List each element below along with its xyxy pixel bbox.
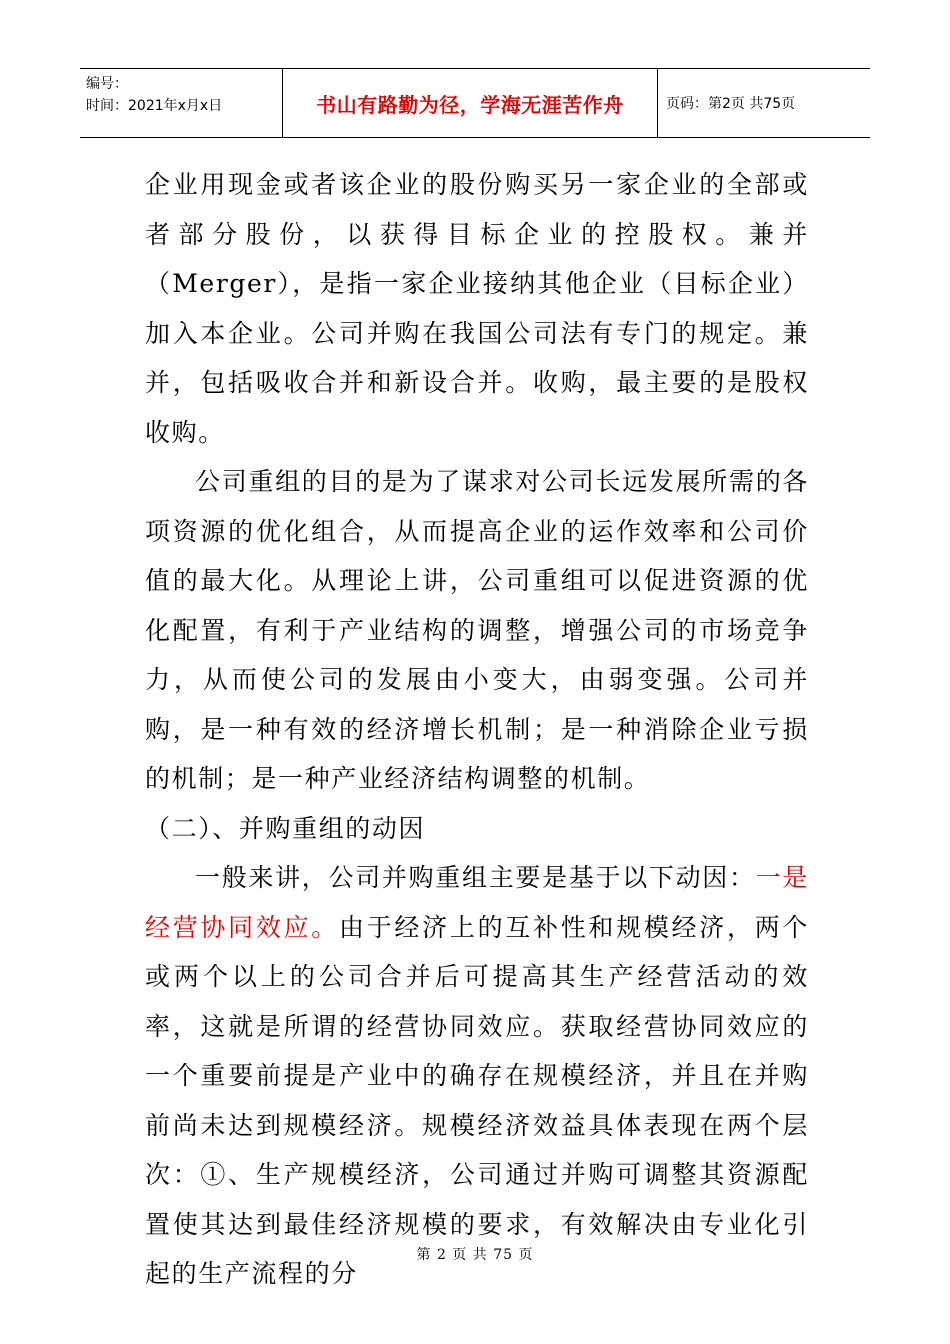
paragraph-3-rest: 由于经济上的互补性和规模经济，两个或两个以上的公司合并后可提高其生产经营活动的效率，这就是所谓的经营协同效应。获取经营协同效应的一个重要前提是产业中的确存在规模经济，并且在并购前尚未达到规模经济。规模经济效益具体表现在两个层次：①、生产规模经济，公司通过并购可调整其资源配置使其达到最佳经济规模的要求，有效解决由专业化引起的生产流程的分: [145, 912, 810, 1288]
page-header: [80, 68, 870, 138]
paragraph-2: 公司重组的目的是为了谋求对公司长远发展所需的各项资源的优化组合，从而提高企业的运作效率和公司价值的最大化。从理论上讲，公司重组可以促进资源的优化配置，有利于产业结构的调整，增强公司的市场竞争力，从而使公司的发展由小变大，由弱变强。公司并购，是一种有效的经济增长机制；是一种消除企业亏损的机制；是一种产业经济结构调整的机制。: [145, 467, 809, 793]
paragraph-3-highlight: 一是经营协同效应。: [145, 863, 810, 942]
document-body: [145, 160, 809, 1299]
number-label: 编号：: [86, 76, 128, 92]
header-meta: [80, 69, 283, 137]
paragraph-3-intro: 一般来讲，公司并购重组主要是基于以下动因：: [195, 863, 756, 892]
paragraph-3: [145, 853, 809, 1299]
header-page-info: 页码：第2页 共75页: [666, 96, 796, 112]
header-motto: 书山有路勤为径，学海无涯苦作舟: [283, 69, 658, 137]
time-label: 时间：2021年x月x日: [86, 98, 223, 114]
paragraph-1: 企业用现金或者该企业的股份购买另一家企业的全部或者部分股份，以获得目标企业的控股权。兼并（Merger），是指一家企业接纳其他企业（目标企业）加入本企业。公司并购在我国公司法有专门的规定。兼并，包括吸收合并和新设合并。收购，最主要的是股权收购。: [145, 170, 809, 447]
page-footer: 第 2 页 共 75 页: [416, 1247, 534, 1263]
section-heading: （二）、并购重组的动因: [145, 813, 426, 843]
